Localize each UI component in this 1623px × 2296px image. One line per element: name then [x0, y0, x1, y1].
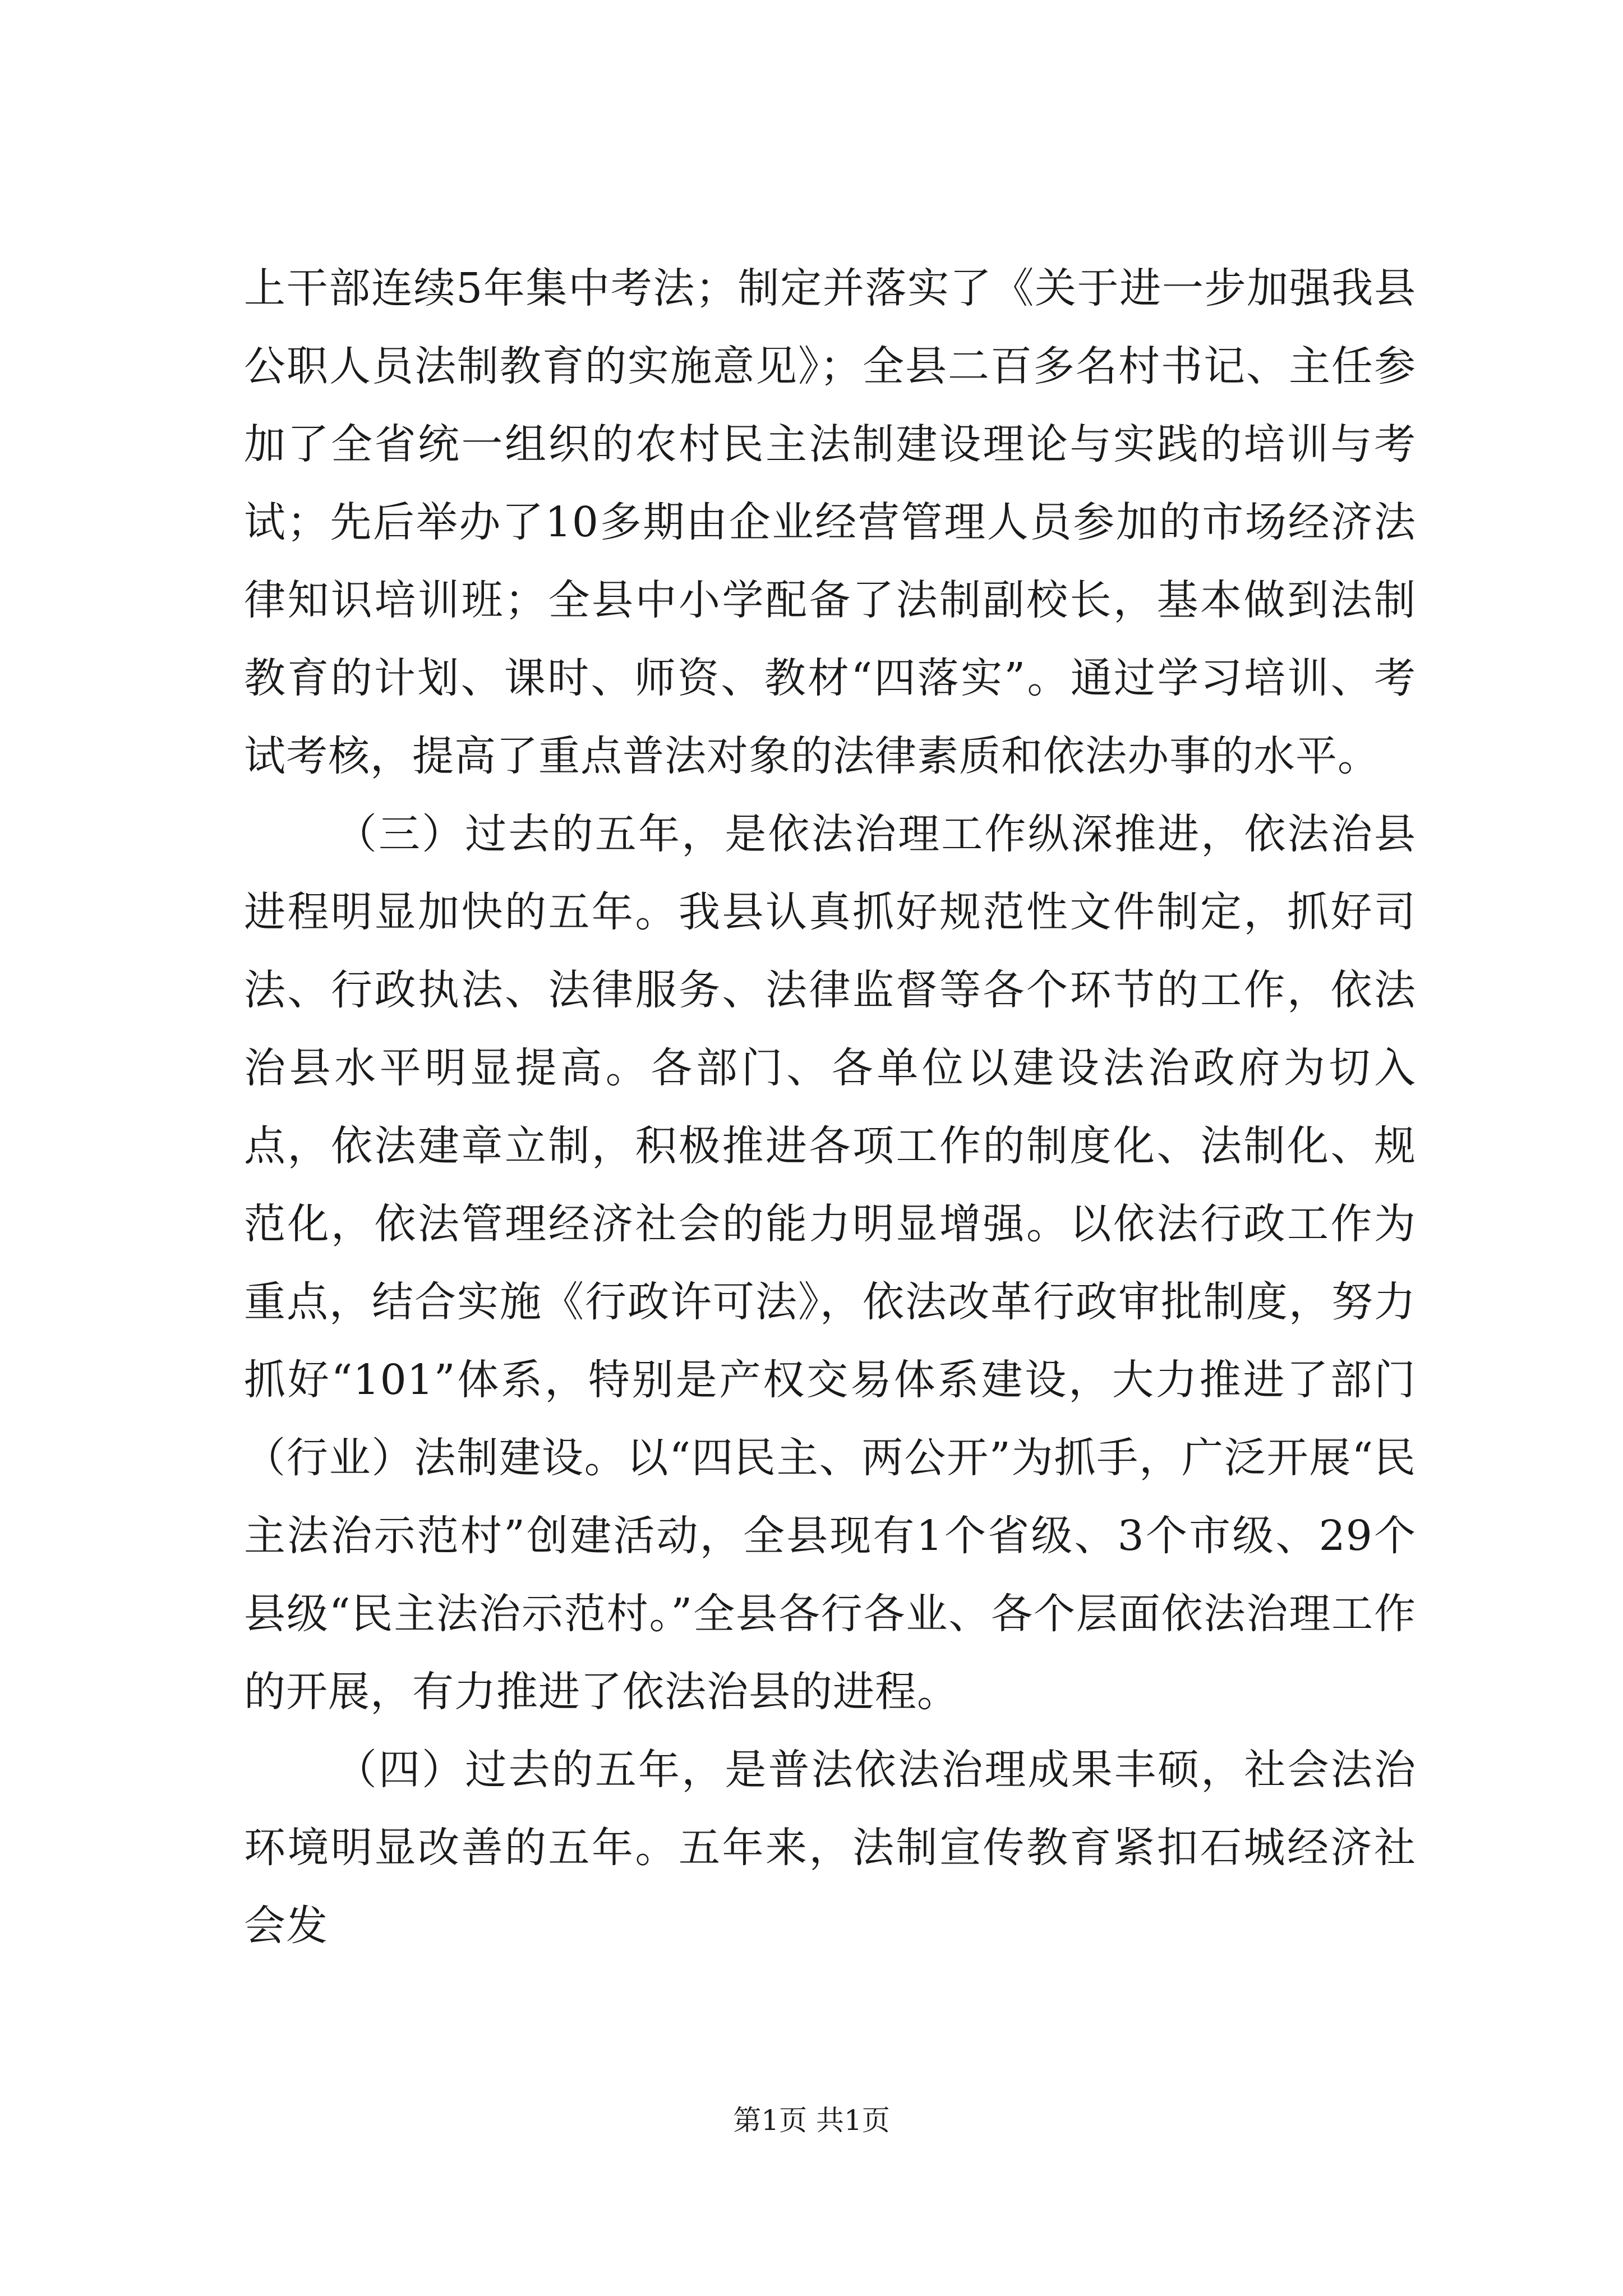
document-body — [244, 250, 1416, 1965]
page-footer: 第1页 共1页 — [733, 2104, 890, 2137]
paragraph-continuation: 上干部连续5年集中考法；制定并落实了《关于进一步加强我县公职人员法制教育的实施意见》；全县二百多名村书记、主任参加了全省统一组织的农村民主法制建设理论与实践的培训与考试；先后举办了10多期由企业经营管理人员参加的市场经济法律知识培训班；全县中小学配备了法制副校长，基本做到法制教育的计划、课时、师资、教材“四落实”。通过学习培训、考试考核，提高了重点普法对象的法律素质和依法办事的水平。 — [244, 264, 1416, 780]
paragraph-section-four: （四）过去的五年，是普法依法治理成果丰硕，社会法治环境明显改善的五年。五年来，法制宣传教育紧扣石城经济社会发 — [244, 1746, 1416, 1950]
paragraph-section-three: （三）过去的五年，是依法治理工作纵深推进，依法治县进程明显加快的五年。我县认真抓好规范性文件制定，抓好司法、行政执法、法律服务、法律监督等各个环节的工作，依法治县水平明显提高。各部门、各单位以建设法治政府为切入点，依法建章立制，积极推进各项工作的制度化、法制化、规范化，依法管理经济社会的能力明显增强。以依法行政工作为重点，结合实施《行政许可法》，依法改革行政审批制度，努力抓好“101”体系，特别是产权交易体系建设，大力推进了部门（行业）法制建设。以“四民主、两公开”为抓手，广泛开展“民主法治示范村”创建活动，全县现有1个省级、3个市级、29个县级“民主法治示范村。”全县各行各业、各个层面依法治理工作的开展，有力推进了依法治县的进程。 — [244, 810, 1416, 1716]
